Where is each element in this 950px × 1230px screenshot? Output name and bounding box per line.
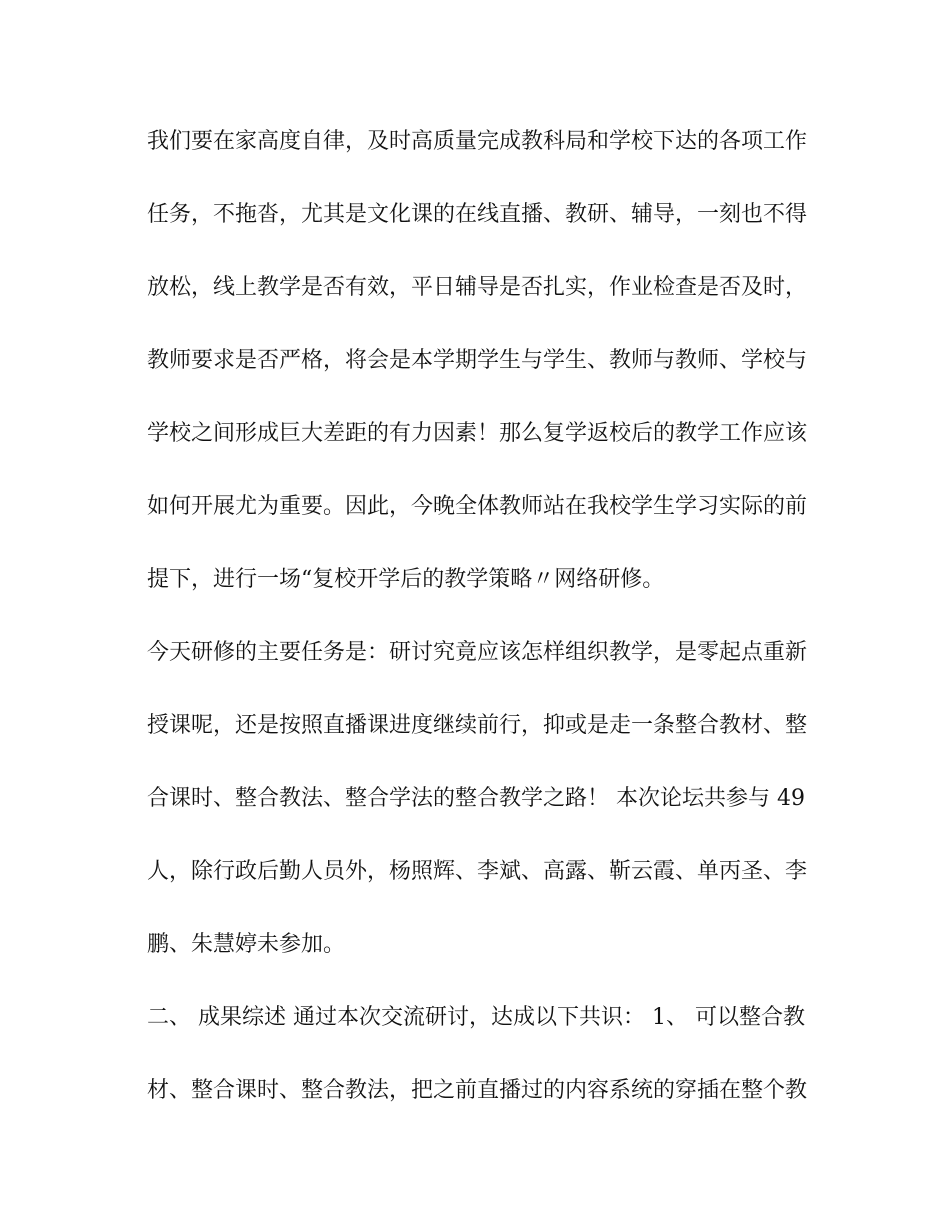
- text-line: 鹏、朱慧婷未参加。: [147, 932, 346, 957]
- text-line: 合课时、整合教法、整合学法的整合教学之路！ 本次论坛共参与 49: [147, 786, 805, 811]
- text-line: 任务，不拖沓，尤其是文化课的在线直播、教研、辅导，一刻也不得: [147, 202, 807, 227]
- text-line: 如何开展尤为重要。因此，今晚全体教师站在我校学生学习实际的前: [147, 494, 807, 519]
- text-line: 放松，线上教学是否有效，平日辅导是否扎实，作业检查是否及时，: [147, 275, 807, 300]
- text-line: 材、整合课时、整合教法，把之前直播过的内容系统的穿插在整个教: [147, 1078, 807, 1103]
- text-line: 今天研修的主要任务是：研讨究竟应该怎样组织教学，是零起点重新: [147, 640, 807, 665]
- text-line: 提下，进行一场“复校开学后的教学策略〃网络研修。: [147, 567, 665, 592]
- text-line: 授课呢，还是按照直播课进度继续前行，抑或是走一条整合教材、整: [147, 713, 807, 738]
- text-line: 人，除行政后勤人员外，杨照辉、李斌、高露、靳云霞、单丙圣、李: [147, 859, 807, 884]
- text-line: 教师要求是否严格，将会是本学期学生与学生、教师与教师、学校与: [147, 348, 807, 373]
- text-line: 二、 成果综述 通过本次交流研讨，达成以下共识： 1、 可以整合教: [147, 1005, 805, 1030]
- text-line: 我们要在家高度自律，及时高质量完成教科局和学校下达的各项工作: [147, 129, 807, 154]
- text-line: 学校之间形成巨大差距的有力因素！那么复学返校后的教学工作应该: [147, 421, 807, 446]
